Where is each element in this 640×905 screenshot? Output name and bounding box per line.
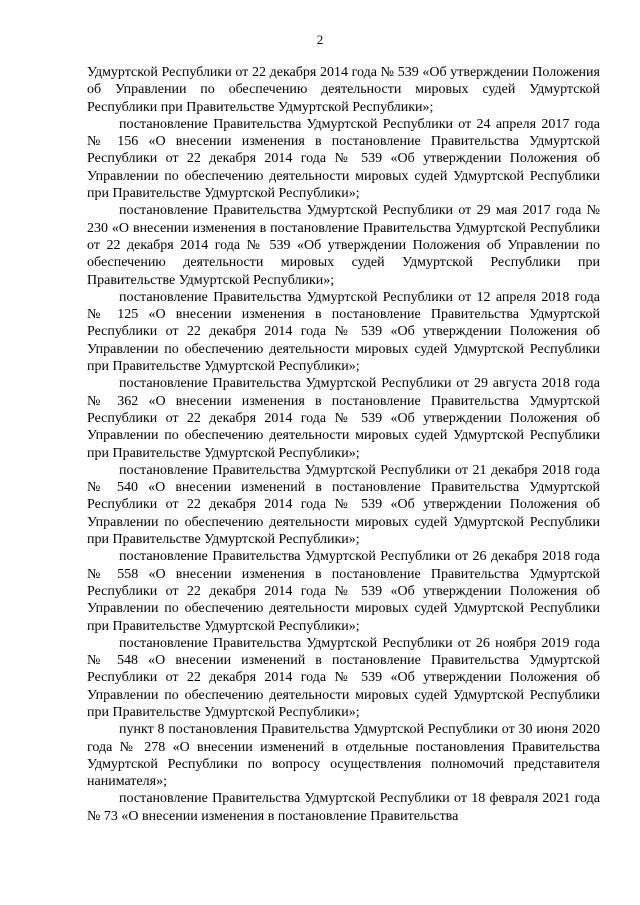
paragraph-resolution-2018-362: постановление Правительства Удмуртской Республики от 29 августа 2018 года № 362 «О внесении изменения в постановление Правительства Удмуртской Республики от 22 декабря 2014 года № 539 «Об утверждении Положения об Управлении по обеспечению деятельности мировых судей Удмуртской Республики при Правительстве Удмуртской Республики»;: [87, 376, 600, 461]
paragraph-resolution-2020-278: пункт 8 постановления Правительства Удмуртской Республики от 30 июня 2020 года № 278 «О внесении изменений в отдельные постановления Правительства Удмуртской Республики по вопросу осуществления полномочий представителя нанимателя»;: [87, 722, 600, 790]
paragraph-resolution-2018-125: постановление Правительства Удмуртской Республики от 12 апреля 2018 года № 125 «О внесении изменения в постановление Правительства Удмуртской Республики от 22 декабря 2014 года № 539 «Об утверждении Положения об Управлении по обеспечению деятельности мировых судей Удмуртской Республики при Правительстве Удмуртской Республики»;: [87, 289, 600, 375]
paragraph-resolution-2018-540: постановление Правительства Удмуртской Республики от 21 декабря 2018 года № 540 «О внесении изменений в постановление Правительства Удмуртской Республики от 22 декабря 2014 года № 539 «Об утверждении Положения об Управлении по обеспечению деятельности мировых судей Удмуртской Республики при Правительстве Удмуртской Республики»;: [87, 462, 600, 548]
paragraph-resolution-2021-73: постановление Правительства Удмуртской Республики от 18 февраля 2021 года № 73 «О внесении изменения в постановление Правительства: [87, 791, 600, 824]
paragraph-resolution-2018-558: постановление Правительства Удмуртской Республики от 26 декабря 2018 года № 558 «О внесении изменения в постановление Правительства Удмуртской Республики от 22 декабря 2014 года № 539 «Об утверждении Положения об Управлении по обеспечению деятельности мировых судей Удмуртской Республики при Правительстве Удмуртской Республики»;: [87, 549, 600, 634]
document-body: [87, 64, 600, 825]
paragraph-resolution-2019-548: постановление Правительства Удмуртской Республики от 26 ноября 2019 года № 548 «О внесении изменений в постановление Правительства Удмуртской Республики от 22 декабря 2014 года № 539 «Об утверждении Положения об Управлении по обеспечению деятельности мировых судей Удмуртской Республики при Правительстве Удмуртской Республики»;: [87, 635, 600, 720]
paragraph-resolution-2017-156: постановление Правительства Удмуртской Республики от 24 апреля 2017 года № 156 «О внесении изменения в постановление Правительства Удмуртской Республики от 22 декабря 2014 года № 539 «Об утверждении Положения об Управлении по обеспечению деятельности мировых судей Удмуртской Республики при Правительстве Удмуртской Республики»;: [87, 116, 600, 202]
paragraph-continuation: Удмуртской Республики от 22 декабря 2014 года № 539 «Об утверждении Положения об Управлении по обеспечению деятельности мировых судей Удмуртской Республики при Правительстве Удмуртской Республики»;: [87, 65, 600, 115]
page-number: 2: [316, 32, 324, 47]
paragraph-resolution-2017-230: постановление Правительства Удмуртской Республики от 29 мая 2017 года № 230 «О внесении изменения в постановление Правительства Удмуртской Республики от 22 декабря 2014 года № 539 «Об утверждении Положения об Управлении по обеспечению деятельности мировых судей Удмуртской Республики при Правительстве Удмуртской Республики»;: [87, 203, 600, 288]
